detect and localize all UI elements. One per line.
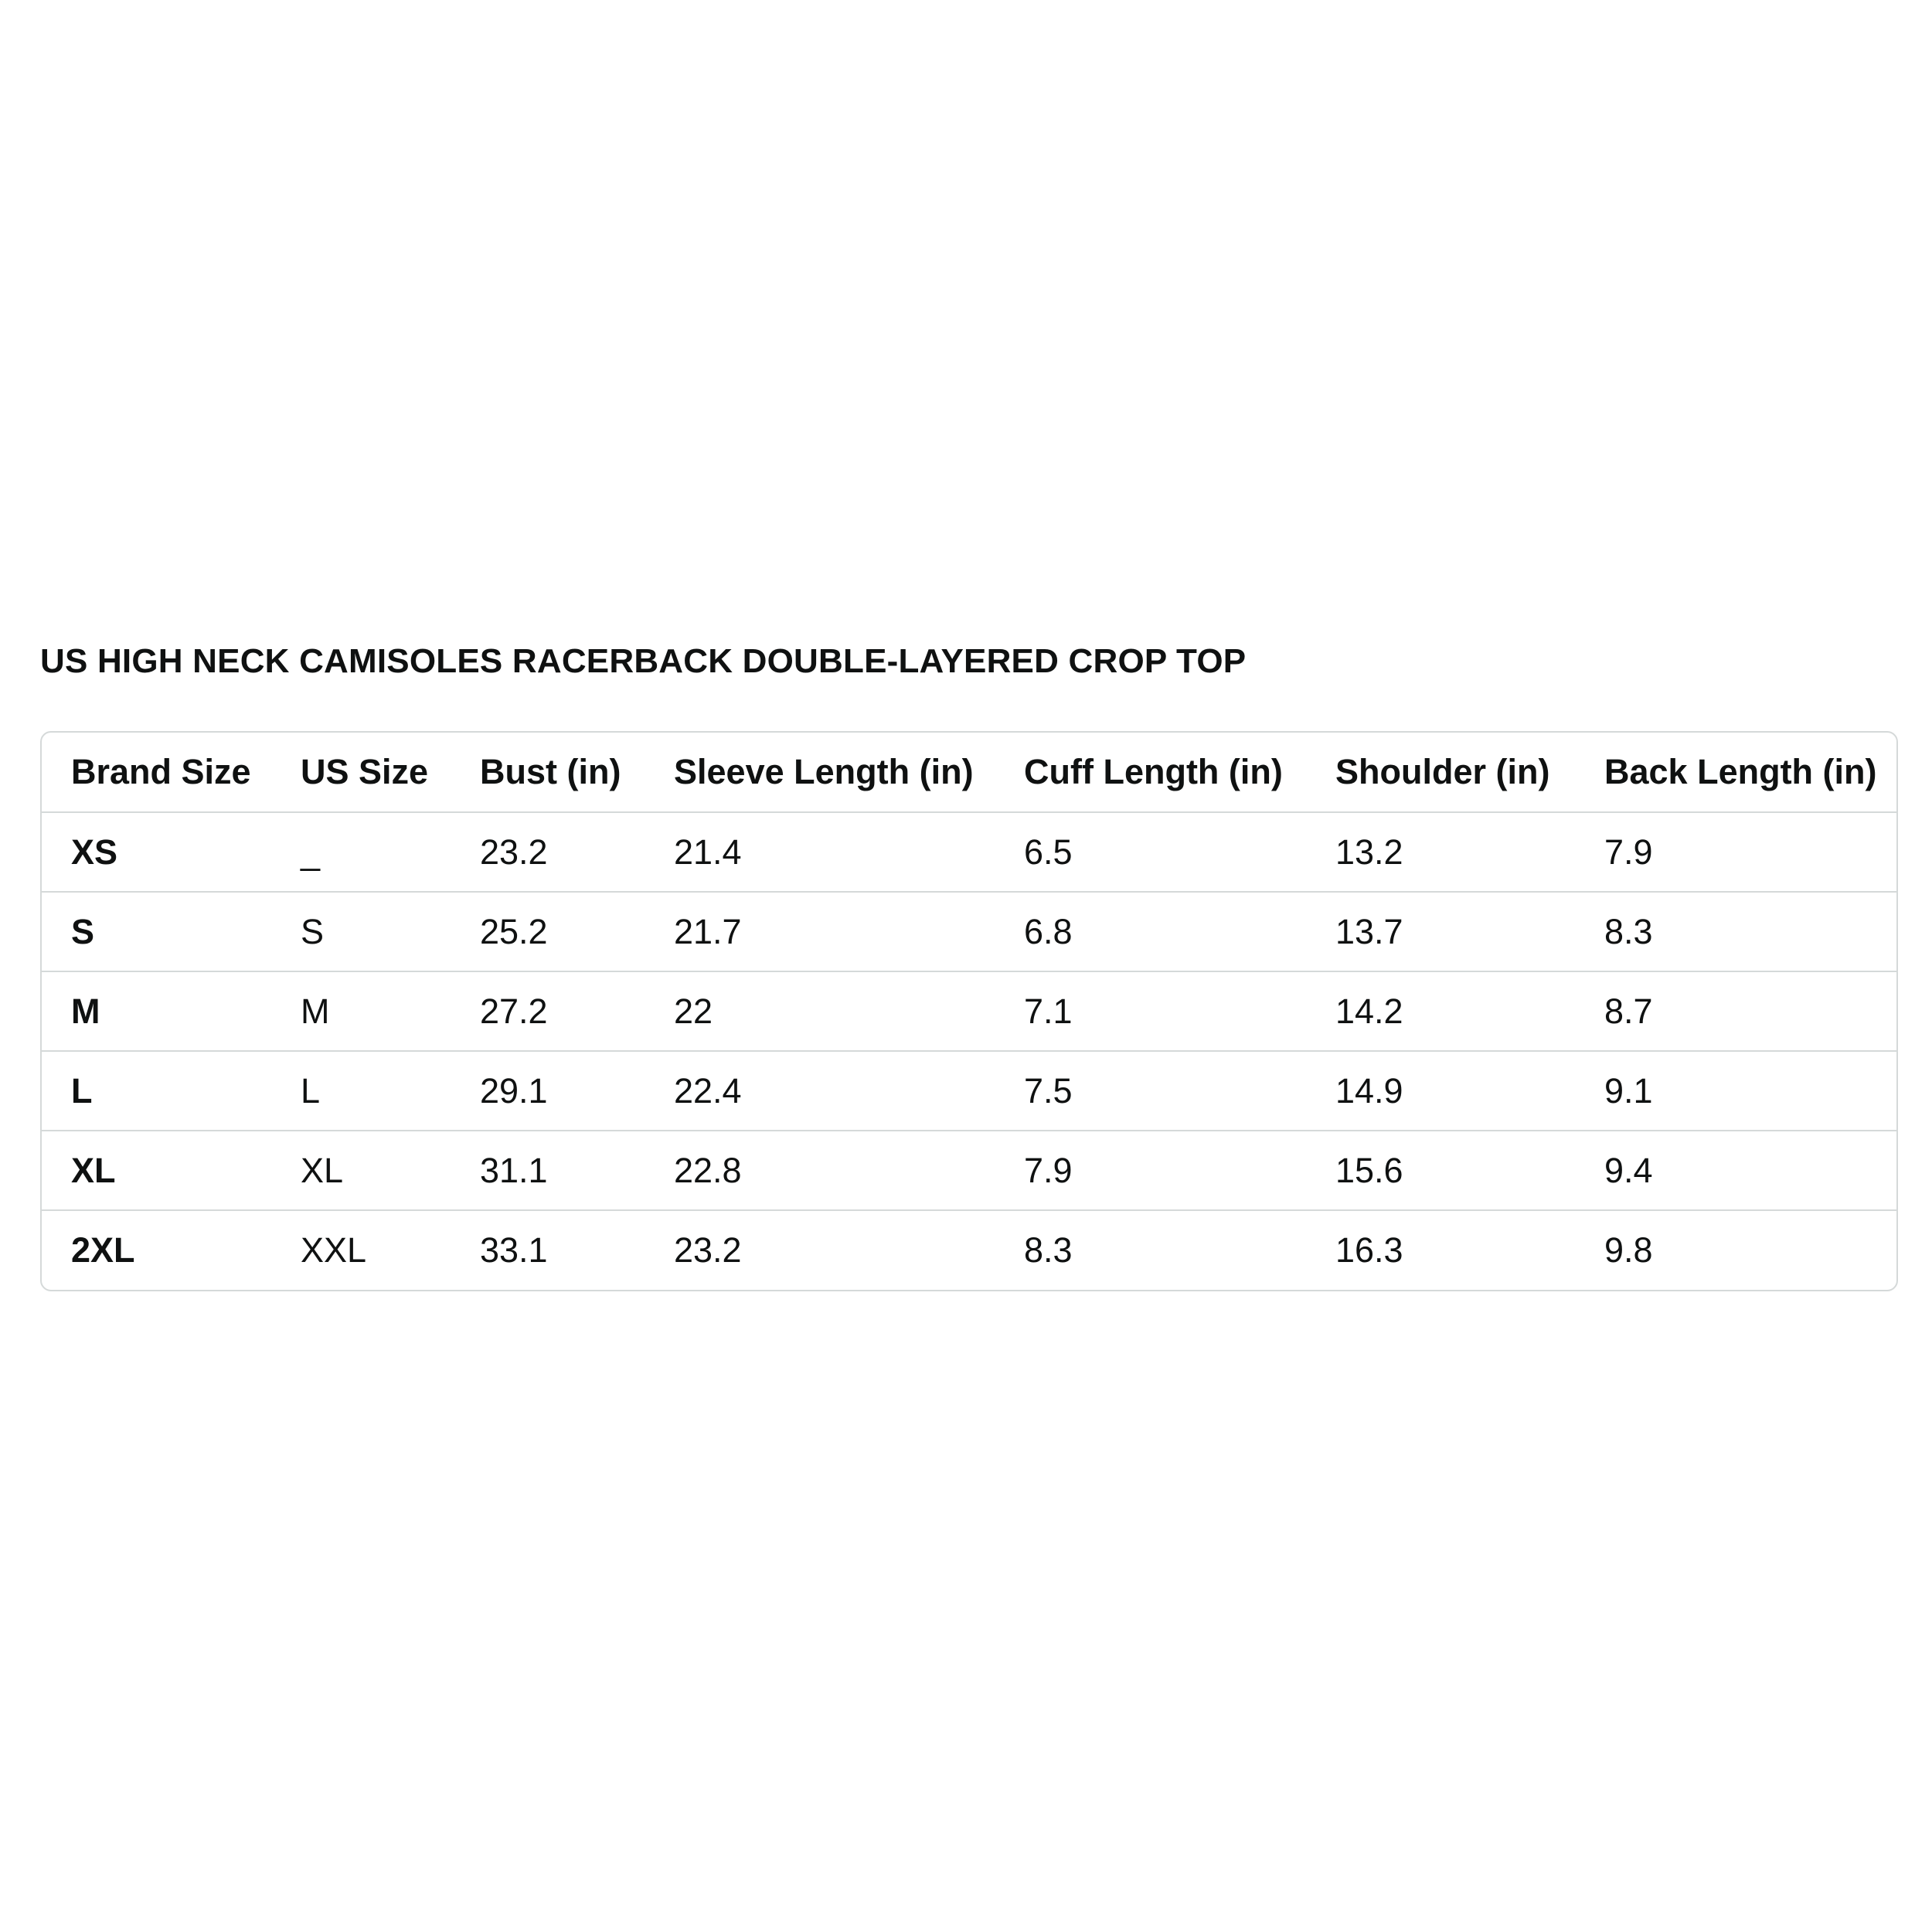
table-row: [42, 812, 1896, 892]
table-row: [42, 1210, 1896, 1290]
cell-brand-size: M: [42, 971, 271, 1051]
cell-shoulder: 15.6: [1306, 1131, 1575, 1210]
cell-sleeve-length: 22.8: [645, 1131, 995, 1210]
chart-title: US HIGH NECK CAMISOLES RACERBACK DOUBLE-LAYERED CROP TOP: [40, 642, 1247, 680]
cell-shoulder: 14.9: [1306, 1051, 1575, 1131]
table-row: [42, 971, 1896, 1051]
cell-bust: 25.2: [451, 892, 645, 971]
header-back-length: Back Length (in): [1604, 752, 1877, 791]
header-shoulder: Shoulder (in): [1335, 752, 1550, 791]
cell-back-length: 8.7: [1575, 971, 1896, 1051]
cell-sleeve-length: 22.4: [645, 1051, 995, 1131]
cell-shoulder: 16.3: [1306, 1210, 1575, 1290]
table-row: [42, 1051, 1896, 1131]
cell-sleeve-length: 23.2: [645, 1210, 995, 1290]
table-row: [42, 1131, 1896, 1210]
cell-us-size: _: [271, 812, 451, 892]
cell-brand-size: 2XL: [42, 1210, 271, 1290]
cell-brand-size: XL: [42, 1131, 271, 1210]
cell-shoulder: 14.2: [1306, 971, 1575, 1051]
header-brand-size: Brand Size: [71, 752, 251, 791]
header-sleeve-length: Sleeve Length (in): [674, 752, 974, 791]
cell-cuff-length: 7.5: [995, 1051, 1306, 1131]
cell-back-length: 8.3: [1575, 892, 1896, 971]
cell-bust: 33.1: [451, 1210, 645, 1290]
cell-us-size: S: [271, 892, 451, 971]
cell-bust: 23.2: [451, 812, 645, 892]
cell-back-length: 9.4: [1575, 1131, 1896, 1210]
size-table-container: [40, 731, 1898, 1291]
header-bust: Bust (in): [480, 752, 621, 791]
cell-us-size: XXL: [271, 1210, 451, 1290]
cell-brand-size: XS: [42, 812, 271, 892]
cell-bust: 27.2: [451, 971, 645, 1051]
cell-us-size: XL: [271, 1131, 451, 1210]
size-chart: [40, 634, 1898, 1291]
cell-us-size: L: [271, 1051, 451, 1131]
cell-back-length: 9.1: [1575, 1051, 1896, 1131]
cell-shoulder: 13.2: [1306, 812, 1575, 892]
cell-us-size: M: [271, 971, 451, 1051]
table-header-row: [42, 733, 1896, 812]
cell-cuff-length: 8.3: [995, 1210, 1306, 1290]
cell-sleeve-length: 21.4: [645, 812, 995, 892]
header-us-size: US Size: [301, 752, 429, 791]
cell-bust: 29.1: [451, 1051, 645, 1131]
cell-brand-size: L: [42, 1051, 271, 1131]
cell-cuff-length: 6.8: [995, 892, 1306, 971]
cell-bust: 31.1: [451, 1131, 645, 1210]
cell-cuff-length: 7.9: [995, 1131, 1306, 1210]
cell-sleeve-length: 22: [645, 971, 995, 1051]
size-table: [42, 733, 1896, 1290]
cell-back-length: 7.9: [1575, 812, 1896, 892]
cell-cuff-length: 7.1: [995, 971, 1306, 1051]
cell-brand-size: S: [42, 892, 271, 971]
cell-sleeve-length: 21.7: [645, 892, 995, 971]
cell-cuff-length: 6.5: [995, 812, 1306, 892]
header-cuff-length: Cuff Length (in): [1024, 752, 1283, 791]
cell-back-length: 9.8: [1575, 1210, 1896, 1290]
table-row: [42, 892, 1896, 971]
cell-shoulder: 13.7: [1306, 892, 1575, 971]
